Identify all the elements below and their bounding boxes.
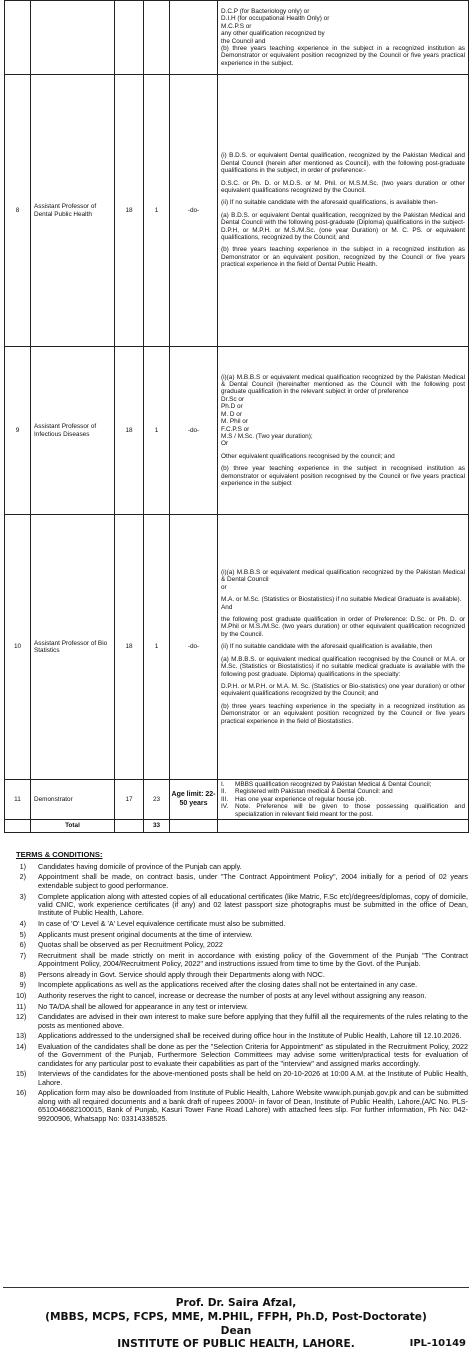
qual-paragraph: (b) three year teaching experience in the subject in recognised institution as demonstrator or equivalent position recognised by the Council or five years practical experience in the subject: [221, 465, 465, 488]
qual-paragraph: M.S / M.Sc. (Two year duration);: [221, 432, 313, 440]
term-item: [16, 992, 468, 1000]
term-item: [16, 873, 468, 890]
posts-count: 1: [144, 347, 170, 515]
total-posts: 33: [144, 820, 170, 832]
term-text: Applicants must present original documents at the time of interview.: [38, 929, 253, 939]
term-text: Applications addressed to the undersigned shall be received during office hour in the Institute of Public Health, Lahore till 12.10.2026.: [38, 1031, 462, 1041]
term-item: [16, 971, 468, 979]
term-text: Persons already in Govt. Service should apply through their Departments along with NOC.: [38, 969, 325, 979]
qualification-cell: [218, 780, 469, 820]
term-number: 16): [16, 1088, 27, 1098]
term-number: 10): [16, 991, 27, 1001]
terms-list: [16, 863, 468, 1123]
signatory-name: Prof. Dr. Saira Afzal,: [175, 1297, 297, 1309]
qual-paragraph: (a) M.B.B.S. or equivalent medical qualification recognised by the Council or M.A. or M.Sc. (Statistics or Biostatistics) if no suitable medical graduate is available with the following post graduate. Diploma) qualifications in the specialty:: [221, 655, 465, 678]
age-value: Age limit: 22-50 years: [170, 780, 218, 820]
term-text: Application form may also be downloaded from Institute of Public Health, Lahore Website www.iph.punjab.gov.pk and can be submitted along with all required documents and a bank draft of rupees 2000/- in favor of Dean, Institute of Public Health, Lahore,(A/C No. PLS-6510046682100015, Bank of Punjab, Kasuri Tower Fane Road Lahore) with attached fees slip. For further information, Ph No: 042-99200906, Whatsapp No: 03314338525.: [38, 1088, 468, 1123]
term-number: 5): [19, 929, 26, 939]
term-number: 6): [19, 940, 26, 950]
term-text: Recruitment shall be made strictly on merit in accordance with existing policy of the Government of the Punjab "The Contract Appointment Policy, 2004/Recruitment Policy, 2022" and instructions issued from time to time by the Govt. of the Punjab.: [38, 950, 468, 969]
serial-number: 10: [5, 515, 31, 780]
qual-line: D.I.H (for occupational Health Only) or: [221, 15, 330, 23]
bps-cell: [115, 1, 144, 75]
qual-paragraph: (i)(a) M.B.B.S or equivalent medical qualification recognized by the Pakistan Medical & Dental Council: [221, 568, 465, 584]
total-blank: [115, 820, 144, 832]
term-number: 9): [19, 980, 26, 990]
posts-count: 1: [144, 515, 170, 780]
bps-value: 17: [115, 780, 144, 820]
qual-paragraph: or: [221, 583, 227, 591]
term-text: Evaluation of the candidates shall be done as per the "Selection Criteria for Appointment" as stipulated in the Recruitment Policy, 2022 of the Government of the Punjab, Furthermore Selection Committees may advise some written/practical tests for evaluation of candidates for any particular post to evaluate their capabilities as part of the "interview" and assigned marks accordingly.: [38, 1041, 468, 1068]
qual-paragraph: D.S.C. or Ph. D. or M.D.S. or M. Phil. or M.S.M.Sc. (two years duration or other equivalent qualifications recognized by the Council.: [221, 179, 465, 194]
item-number: I.: [221, 781, 225, 788]
term-item: [16, 1070, 468, 1087]
serial-number: 8: [5, 75, 31, 347]
term-number: 3): [19, 891, 26, 901]
qualification-cell: [218, 75, 469, 347]
term-number: 13): [16, 1031, 27, 1041]
term-number: 2): [19, 872, 26, 882]
qual-item: [221, 788, 465, 795]
serial-number: 11: [5, 780, 31, 820]
title-cell: [31, 1, 115, 75]
qual-paragraph: (ii) If no suitable candidate with the aforesaid qualifications, is available then-: [221, 199, 438, 207]
qual-paragraph: the following post graduate qualification in order of Preference: D.Sc. or Ph. D. or M.Phil or M.S./M.Sc. (two years duration) or other equivalent qualification recognized by the Council.: [221, 616, 465, 638]
posts-table: [4, 0, 469, 833]
table-row: [5, 515, 469, 780]
age-cell: [170, 1, 218, 75]
term-item: [16, 1003, 468, 1011]
qual-paragraph: Or: [221, 440, 229, 448]
qual-paragraph: (b) three years teaching experience in the subject in a recognized institution as Demonstrator or an equivalent position, recognized by the Council or five years practical experience in the field of Dental Public Health.: [221, 246, 465, 269]
qual-line: the Council and: [221, 37, 266, 45]
item-number: III.: [221, 795, 229, 803]
qual-paragraph: (a) B.D.S. or equivalent Dental qualification, recognized by the Pakistan Medical and Dental Council with the following post-graduate (Diploma) qualifications in the subject-D.P.H, or M.P.H. or M.S./M.Sc. (one year Duration) or M. C. PS. or equivalent qualifications, recognized by the Council; and: [221, 211, 465, 242]
qual-item: [221, 803, 465, 818]
term-item: [16, 952, 468, 969]
term-number: 14): [16, 1041, 27, 1051]
age-value: -do-: [170, 347, 218, 515]
table-row: [5, 75, 469, 347]
terms-heading: TERMS & CONDITIONS:: [16, 850, 103, 859]
sn-cell: [5, 1, 31, 75]
item-text: Has one year experience of regular house job.: [235, 795, 367, 803]
total-blank: [170, 820, 218, 832]
qualification-cell: [218, 347, 469, 515]
qual-line: M.C.P.S or: [221, 22, 252, 30]
item-text: Registered with Pakistan medical & Dental Council: and: [235, 788, 393, 796]
posts-count: 1: [144, 75, 170, 347]
qual-paragraph: M.A. or M.Sc. (Statistics or Biostatistics) if no suitable Medical Graduate is available).: [221, 596, 462, 604]
bps-value: 18: [115, 347, 144, 515]
total-row: [5, 820, 469, 832]
term-text: Complete application along with attested copies of all educational certificates (like Matric, F.Sc etc)/degrees/diplomas, copy of domicile, valid CNIC, work experience certificates (if any) and 02 latest passport size photographs must be submitted in the office of Dean, Institute of Public Health, Lahore.: [38, 891, 468, 918]
term-item: [16, 931, 468, 939]
reference-number: IPL-10149: [409, 1338, 466, 1349]
age-value: -do-: [170, 75, 218, 347]
qual-paragraph: F.C.P.S or: [221, 425, 250, 433]
qual-item: [221, 796, 465, 803]
term-text: No TA/DA shall be allowed for appearance in any test or interview.: [38, 1001, 248, 1011]
qual-paragraph: M. D or: [221, 410, 242, 418]
qual-paragraph: (i)(a) M.B.B.S or equivalent medical qualification recognized by the Pakistan Medical & Dental Council (hereinafter mentioned as the Council with the following post graduate qualification in the relevant subject in order of preference: [221, 373, 465, 396]
post-title: Assistant Professor of Dental Public Health: [31, 75, 115, 347]
qual-line: any other qualification recognized by: [221, 30, 325, 38]
term-number: 12): [16, 1012, 27, 1022]
qual-paragraph: And: [221, 603, 233, 611]
total-blank: [5, 820, 31, 832]
term-text: Interviews of the candidates for the above-mentioned posts shall be held on 20-10-2026 at 10:00 A.M. at the Institute of Public Health, Lahore.: [38, 1069, 468, 1087]
term-text: Quotas shall be observed as per Recruitment Policy, 2022: [38, 940, 223, 950]
term-number: 11): [16, 1001, 26, 1011]
term-item: [16, 1032, 468, 1040]
term-number: 7): [19, 950, 26, 960]
bps-value: 18: [115, 515, 144, 780]
term-text: Candidates having domicile of province of the Punjab can apply.: [38, 861, 242, 871]
qual-paragraph: (b) three years teaching experience in the specialty in a recognized institution as Demonstrator or an equivalent position recognized by the Council or five years practical experience in the field of Biostatistics.: [221, 702, 465, 725]
qual-paragraph: Ph.D or: [221, 403, 243, 411]
term-text: In case of 'O' Level & 'A' Level equivalence certificate must also be submitted.: [38, 918, 286, 928]
item-text: MBBS qualification recognized by Pakistan Medical & Dental Council;: [235, 781, 432, 788]
item-number: IV.: [221, 803, 229, 811]
bps-value: 18: [115, 75, 144, 347]
term-number: 8): [19, 969, 26, 979]
divider: [3, 1287, 469, 1288]
post-title: Assistant Professor of Infectious Diseases: [31, 347, 115, 515]
qual-paragraph: Dr.Sc or: [221, 395, 245, 403]
term-item: [16, 1013, 468, 1030]
item-text: Note. Preference will be given to those possessing qualification and specialization in relevant field meant for the post.: [235, 803, 465, 818]
serial-number: 9: [5, 347, 31, 515]
term-number: 4): [19, 918, 26, 928]
qual-paragraph: M. Phil or: [221, 418, 248, 426]
term-item: [16, 920, 468, 928]
term-number: 15): [16, 1069, 27, 1079]
total-blank: [218, 820, 469, 832]
signatory-designation: Dean: [220, 1324, 252, 1337]
qualification-cell: [218, 515, 469, 780]
term-item: [16, 863, 468, 871]
posts-cell: [144, 1, 170, 75]
qual-item: [221, 781, 465, 788]
qualification-cell: [218, 1, 469, 75]
term-item: [16, 1089, 468, 1123]
signature-block: [0, 1297, 472, 1352]
qual-paragraph: D.P.H. or M.P.H. or M.A. M. Sc. (Statistics or Bio-statistics) one year duration) or other equivalent qualifications recognized by the Council; and: [221, 682, 465, 698]
term-text: Authority reserves the right to cancel, increase or decrease the number of posts at any level without assigning any reason.: [38, 991, 427, 1001]
term-text: Candidates are advised in their own interest to make sure before applying that they fulfill all the requirements of the rules relating to the posts as mentioned above.: [38, 1012, 468, 1030]
term-item: [16, 1043, 468, 1068]
posts-count: 23: [144, 780, 170, 820]
terms-section: [16, 851, 468, 1125]
post-title: Assistant Professor of Bio Statistics: [31, 515, 115, 780]
table-row: [5, 1, 469, 75]
post-title: Demonstrator: [31, 780, 115, 820]
term-number: 1): [19, 861, 26, 871]
term-text: Incomplete applications as well as the applications received after the closing dates shall not be entertained in any case.: [38, 980, 418, 990]
term-item: [16, 893, 468, 918]
total-label: Total: [31, 820, 115, 832]
term-item: [16, 981, 468, 989]
table-row: [5, 347, 469, 515]
qual-line: D.C.P (for Bacteriology only) or: [221, 7, 310, 15]
signatory-degrees: (MBBS, MCPS, FCPS, MME, M.PHIL, FFPH, Ph.D, Post-Doctorate): [45, 1310, 427, 1323]
term-text: Appointment shall be made, on contract basis, under "The Contract Appointment Policy", 2004 initially for a period of 02 years extendable subject to good performance.: [38, 872, 468, 890]
qual-paragraph: (i) B.D.S. or equivalent Dental qualification, recognized by the Pakistan Medical and Dental Council (herein after mentioned as Council), with the following post-graduate qualifications in the subject, in order of preference:-: [221, 152, 465, 175]
qual-paragraph: Other equivalent qualifications recognised by the council; and: [221, 452, 395, 460]
term-item: [16, 941, 468, 949]
signatory-institute: INSTITUTE OF PUBLIC HEALTH, LAHORE.: [117, 1338, 355, 1351]
age-value: -do-: [170, 515, 218, 780]
item-number: II.: [221, 788, 227, 796]
table-row: [5, 780, 469, 820]
qual-line: (b) three years teaching experience in the subject in a recognized institution as Demonstrator or equivalent position recognized by the Council or five years practical experience in the subject.: [221, 44, 465, 67]
qual-paragraph: (ii) If no suitable candidate with the aforesaid qualification is available, then: [221, 643, 433, 651]
